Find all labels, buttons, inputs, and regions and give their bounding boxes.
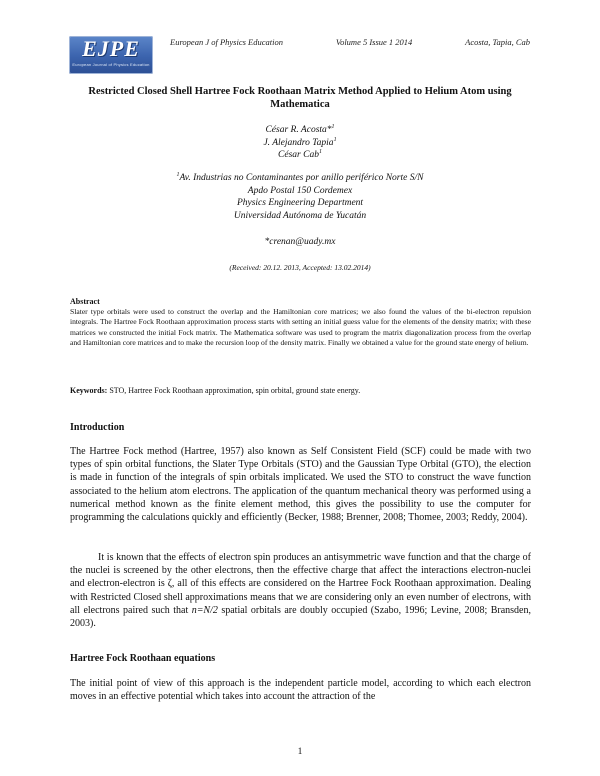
logo-subtext: European Journal of Physics Education	[72, 62, 150, 67]
author-list	[70, 124, 530, 162]
header-journal: European J of Physics Education	[170, 37, 283, 47]
keywords-text: STO, Hartree Fock Roothaan approximation, spin orbital, ground state energy.	[107, 386, 361, 395]
abstract-heading: Abstract	[70, 297, 100, 306]
header-volume: Volume 5 Issue 1 2014	[335, 37, 413, 47]
section-heading-introduction: Introduction	[70, 422, 125, 433]
intro-paragraph-1: The Hartree Fock method (Hartree, 1957) also known as Self Consistent Field (SCF) could be made with two types of spin orbital functions, the Slater Type Orbitals (STO) and the Gaussian Type Orbital (GTO), the election is made in function of the integrals of spin orbitals implicated. We used the STO to construct the wave function associated to the helium atom electrons. The application of the quantum mechanical theory was performed using a numerical method known as the finite element method, this gives the possibility to use the computer for programming the calculations quickly and efficiently (Becker, 1988; Brenner, 2008; Thomee, 2003; Reddy, 2004).	[70, 446, 531, 524]
section-heading-hfr: Hartree Fock Roothaan equations	[70, 653, 216, 664]
keywords-label: Keywords:	[70, 386, 108, 395]
author-1: César R. Acosta*$^1$	[265, 123, 335, 135]
author-2: J. Alejandro Tapia$^1$	[263, 136, 337, 148]
affiliation-line-4: Universidad Autónoma de Yucatán	[233, 210, 367, 221]
hfr-paragraph-1: The initial point of view of this approach is the independent particle model, according to which each electron moves in an effective potential which takes into account the attraction of the	[70, 678, 531, 703]
affiliation-line-2: Apdo Postal 150 Cordemex	[247, 185, 353, 196]
logo-text: EJPE	[82, 36, 140, 61]
affiliation-line-1: $^1$Av. Industrias no Contaminantes por anillo periférico Norte S/N	[176, 171, 424, 183]
journal-logo	[69, 36, 153, 74]
paper-title: Restricted Closed Shell Hartree Fock Roothaan Matrix Method Applied to Helium Atom using Mathematica	[88, 86, 512, 110]
affiliation-line-3: Physics Engineering Department	[236, 198, 364, 208]
page-number: 1	[297, 747, 303, 757]
affiliation	[70, 172, 530, 222]
received-dates: (Received: 20.12. 2013, Accepted: 13.02.2014)	[229, 263, 371, 272]
running-header	[170, 37, 530, 47]
author-3: César Cab$^1$	[278, 148, 322, 160]
corresponding-email: *crenan@uady.mx	[264, 237, 336, 247]
abstract-text: Slater type orbitals were used to construct the overlap and the Hamiltonian core matrices; we also found the values of the bi-electron repulsion integrals. The Hartree Fock Roothaan approximation process starts with setting an initial guess value for the elements of the density matrix; with these matrices we constructed the initial Fock matrix. The Mathematica software was used to program the matrix diagonalization process from the overlap and Hamiltonian core matrices and to make the recursion loop of the density matrix. Finally we obtained a value for the ground state energy of helium.	[70, 307, 531, 347]
keywords	[70, 386, 531, 395]
header-authors: Acosta, Tapia, Cab	[465, 37, 530, 47]
intro-paragraph-2: It is known that the effects of electron spin produces an antisymmetric wave function and that the charge of the nuclei is screened by the other electrons, then the effective charge that affect the interactions electron-nuclei and electron-electron is ζ, all of this effects are considered on the Hartree Fock Roothaan approximation. Dealing with Restricted Closed shell approximations means that we are considering only an even number of electrons, with all electrons paired such that n=N/2 spatial orbitals are doubly occupied (Szabo, 1996; Levine, 2008; Bransden, 2003).	[70, 552, 531, 630]
